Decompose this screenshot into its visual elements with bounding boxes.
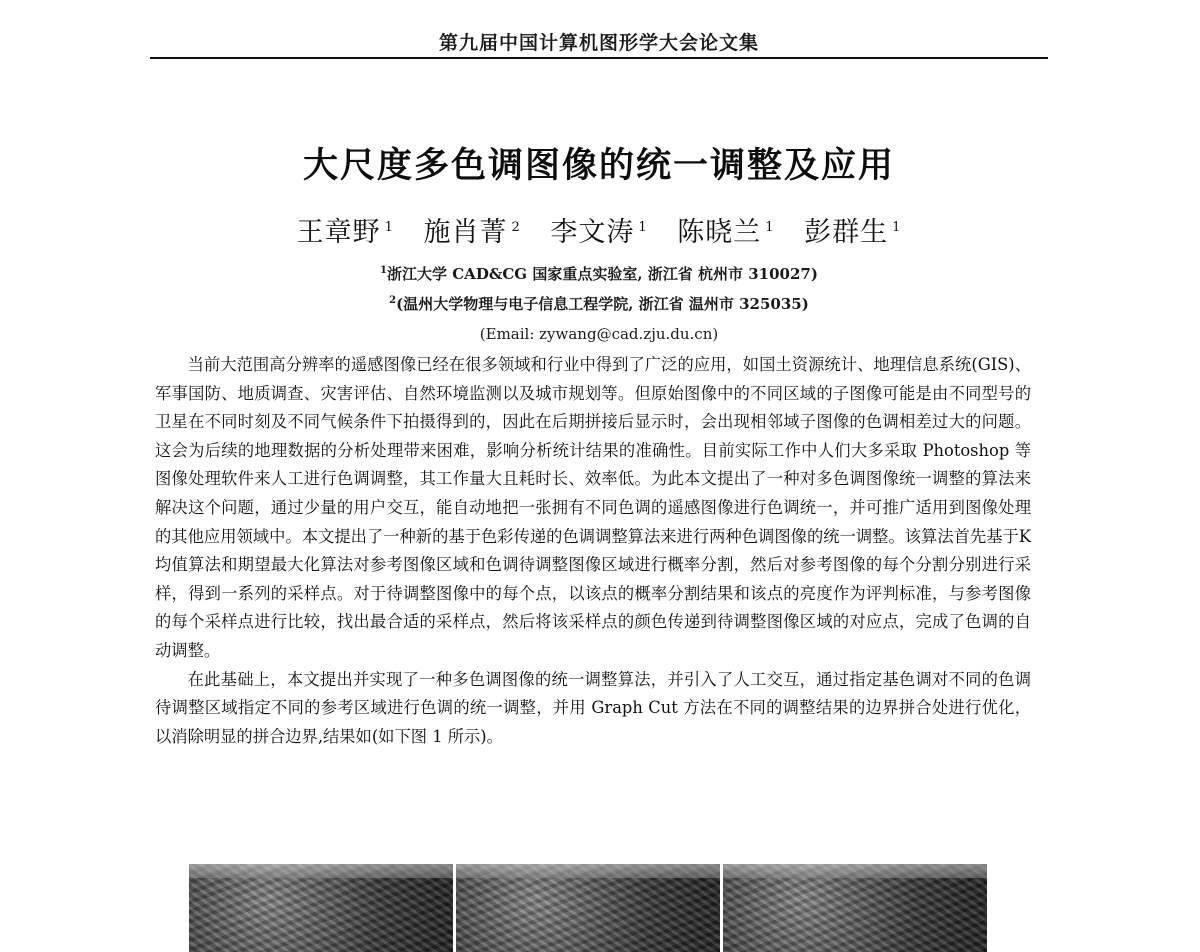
author-affil-mark: 1 — [384, 220, 394, 235]
satellite-image-panel — [456, 864, 720, 952]
author-list — [150, 210, 1048, 249]
affiliation-mark: 1 — [380, 265, 388, 276]
header-rule — [150, 57, 1048, 59]
author-affil-mark: 1 — [892, 220, 902, 235]
journal-header: 第九届中国计算机图形学大会论文集 — [438, 32, 759, 54]
affiliation-text: (温州大学物理与电子信息工程学院, 浙江省 温州市 325035) — [396, 295, 809, 313]
abstract-paragraph-2: 在此基础上，本文提出并实现了一种多色调图像的统一调整算法，并引入了人工交互，通过指定基色调对不同的色调待调整区域指定不同的参考区域进行色调的统一调整，并用 Graph Cut 方法在不同的调整结果的边界拼合处进行优化，以消除明显的拼合边界,结果如(如下图 1 所示)。 — [155, 669, 1031, 746]
abstract-paragraph-1: 当前大范围高分辨率的遥感图像已经在很多领域和行业中得到了广泛的应用，如国土资源统计、地理信息系统(GIS)、军事国防、地质调查、灾害评估、自然环境监测以及城市规划等。但原始图像中的不同区域的子图像可能是由不同型号的卫星在不同时刻及不同气候条件下拍摄得到的，因此在后期拼接后显示时，会出现相邻域子图像的色调相差过大的问题。这会为后续的地理数据的分析处理带来困难，影响分析统计结果的准确性。目前实际工作中人们大多采取 Photoshop 等图像处理软件来人工进行色调调整，其工作量大且耗时长、效率低。为此本文提出了一种对多色调图像统一调整的算法来解决这个问题，通过少量的用户交互，能自动地把一张拥有不同色调的遥感图像进行色调统一，并可推广适用到图像处理的其他应用领域中。本文提出了一种新的基于色彩传递的色调调整算法来进行两种色调图像的统一调整。该算法首先基于K均值算法和期望最大化算法对参考图像区域和色调待调整图像区域进行概率分割，然后对参考图像的每个分割分别进行采样，得到一系列的采样点。对于待调整图像中的每个点，以该点的概率分割结果和该点的亮度作为评判标准，与参考图像的每个采样点进行比较，找出最合适的采样点，然后将该采样点的颜色传递到待调整图像区域的对应点，完成了色调的自动调整。 — [155, 355, 1031, 660]
figure-1-preview — [189, 864, 987, 952]
affiliation-1 — [150, 263, 1048, 284]
abstract-body — [155, 351, 1031, 751]
author-affil-mark: 1 — [638, 220, 648, 235]
author-name: 李文涛 — [550, 217, 635, 248]
author-name: 施肖菁 — [423, 217, 508, 248]
contact-email: (Email: zywang@cad.zju.du.cn) — [479, 325, 719, 343]
author-name: 王章野 — [296, 217, 381, 248]
author-name: 陈晓兰 — [677, 217, 762, 248]
author — [297, 210, 394, 249]
author — [550, 210, 647, 249]
satellite-image-panel — [723, 864, 987, 952]
affiliation-2 — [150, 293, 1048, 314]
author — [804, 210, 901, 249]
author — [423, 210, 520, 249]
author-name: 彭群生 — [804, 217, 889, 248]
author-affil-mark: 1 — [765, 220, 775, 235]
satellite-image-panel — [189, 864, 453, 952]
affiliation-mark: 2 — [389, 295, 397, 306]
paper-title: 大尺度多色调图像的统一调整及应用 — [302, 145, 895, 186]
author-affil-mark: 2 — [511, 220, 521, 235]
author — [677, 210, 774, 249]
affiliation-text: 浙江大学 CAD&CG 国家重点实验室, 浙江省 杭州市 310027) — [387, 265, 818, 283]
